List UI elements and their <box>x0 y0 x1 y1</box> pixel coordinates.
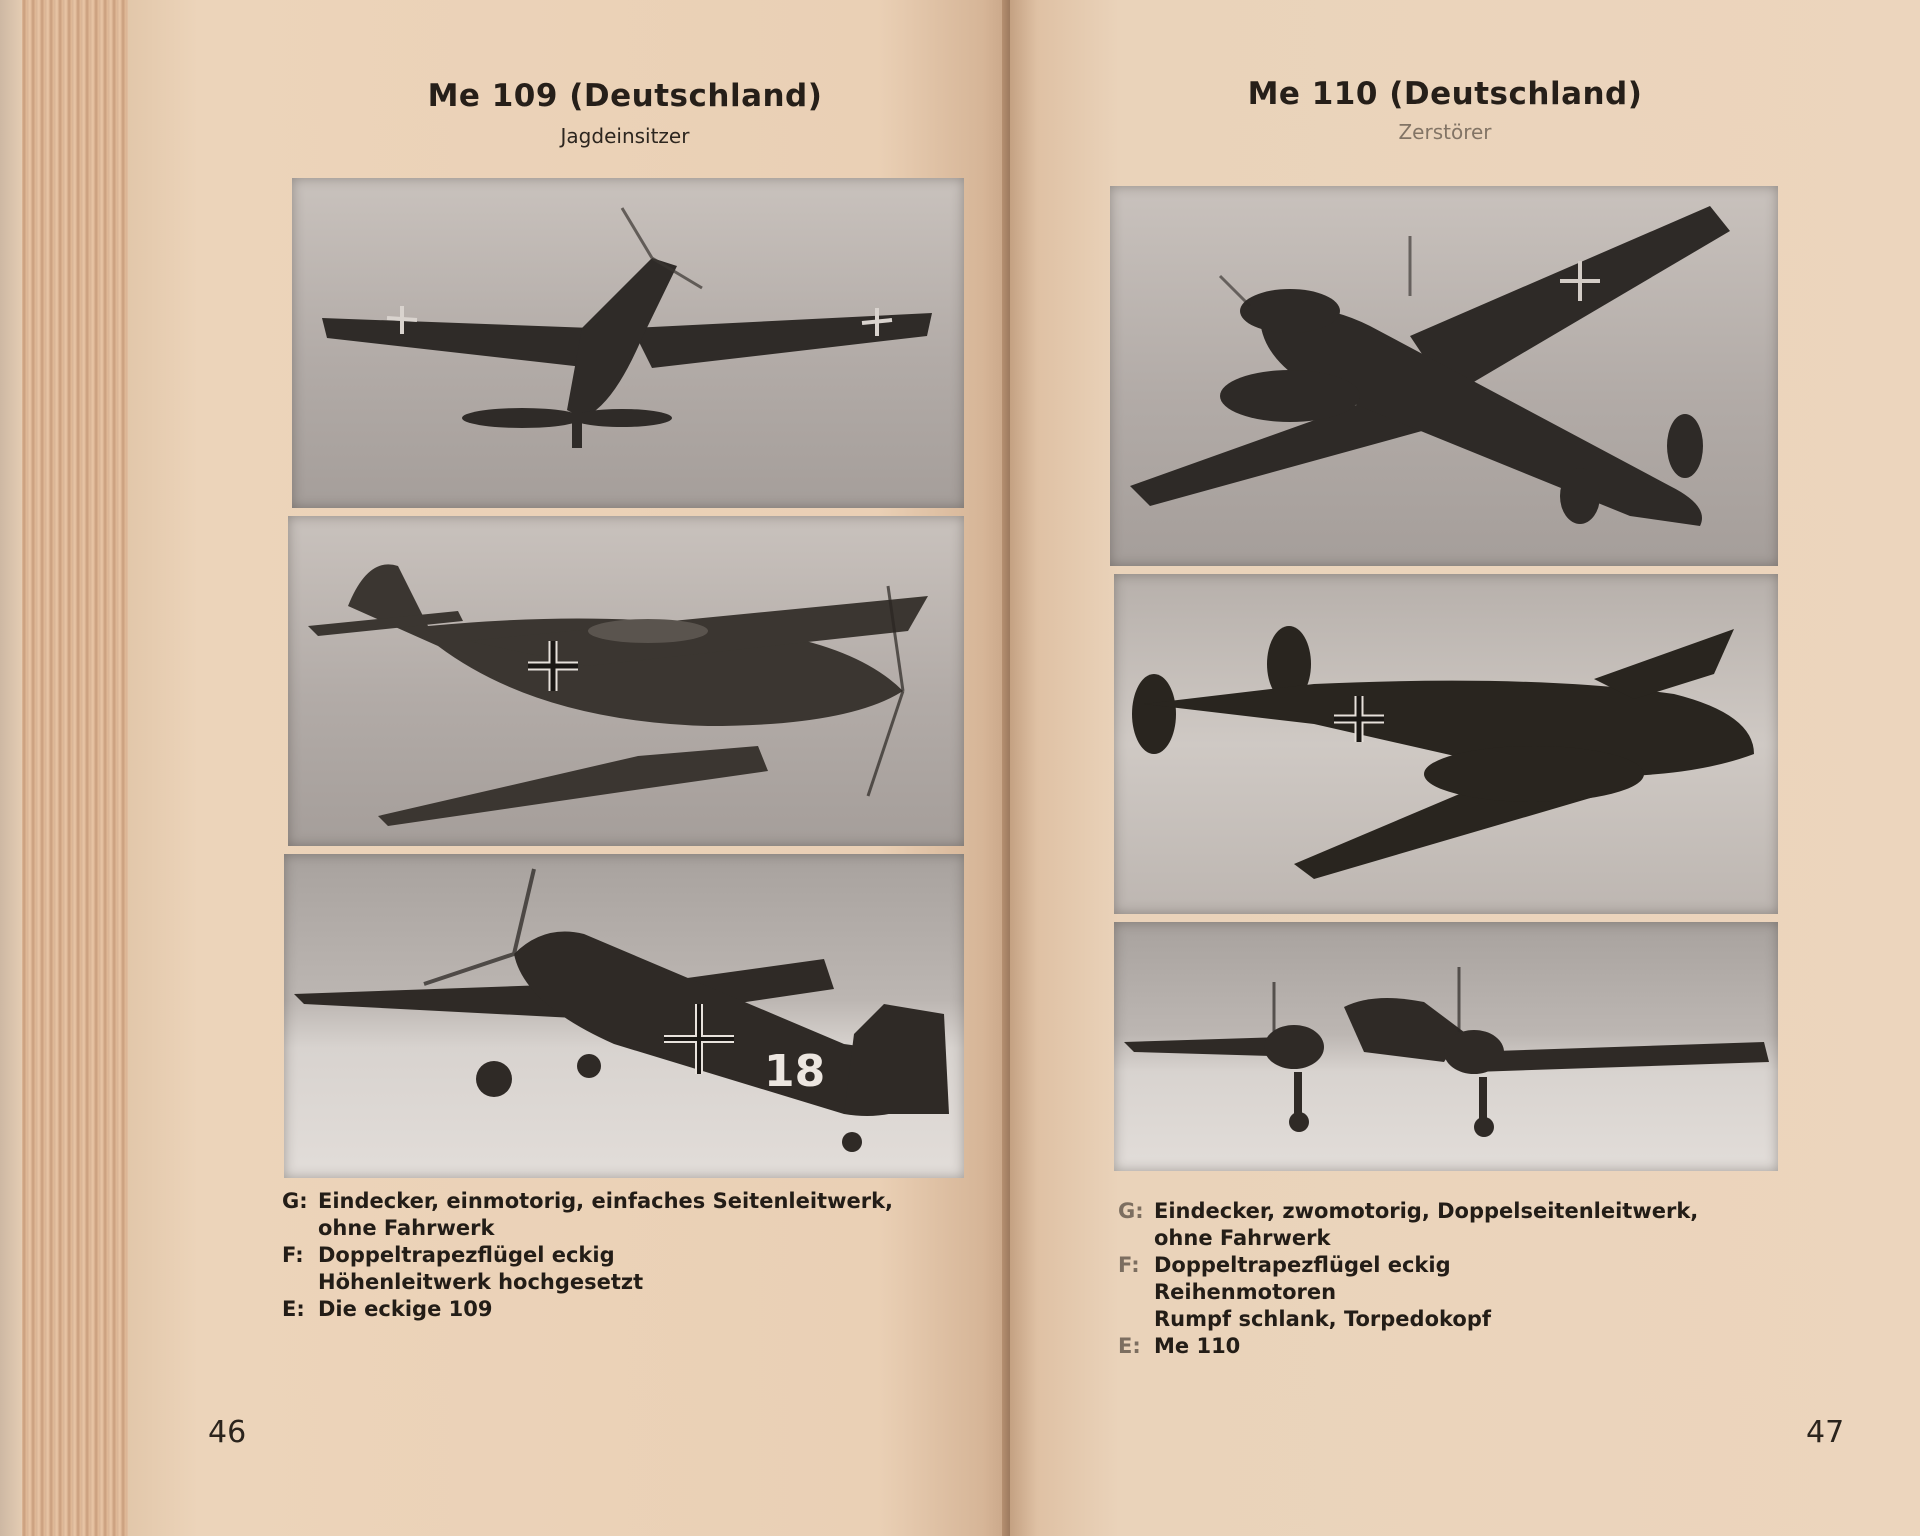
spec-key: G: <box>282 1189 308 1213</box>
spec-key: F: <box>282 1243 304 1267</box>
spec-row-e <box>1118 1333 1758 1360</box>
photo-me110-side <box>1114 574 1778 914</box>
book-page-edges <box>0 0 135 1536</box>
left-photo-panel <box>288 178 968 1178</box>
right-page-number: 47 <box>1806 1415 1845 1450</box>
aircraft-marking-number: 18 <box>764 1046 826 1097</box>
spec-line: Eindecker, zwomotorig, Doppelseitenleitwerk, <box>1154 1199 1699 1223</box>
spec-line: Rumpf schlank, Torpedokopf <box>1154 1307 1492 1331</box>
aircraft-me109-side-illustration <box>288 516 964 846</box>
photo-me110-flight-below <box>1110 186 1778 566</box>
spec-key: G: <box>1118 1199 1144 1223</box>
left-page-number: 46 <box>208 1415 247 1450</box>
photo-me110-ground <box>1114 922 1778 1171</box>
aircraft-me110-side-illustration <box>1114 574 1778 914</box>
left-page-specs <box>282 1188 922 1323</box>
spec-line: Doppeltrapezflügel eckig <box>1154 1253 1451 1277</box>
spec-row-g <box>282 1188 922 1242</box>
spec-line: ohne Fahrwerk <box>318 1216 495 1240</box>
photo-me109-ground <box>284 854 964 1178</box>
spec-row-f <box>282 1242 922 1296</box>
right-photo-panel <box>1110 186 1780 1171</box>
aircraft-me109-ground-illustration <box>284 854 964 1178</box>
aircraft-me110-below-illustration <box>1110 186 1778 566</box>
aircraft-me110-ground-illustration <box>1114 922 1778 1171</box>
spec-row-f <box>1118 1252 1758 1333</box>
spec-line: Me 110 <box>1154 1334 1241 1358</box>
spec-line: Reihenmotoren <box>1154 1280 1337 1304</box>
spec-key: E: <box>282 1297 305 1321</box>
spec-row-g <box>1118 1198 1758 1252</box>
aircraft-me109-below-illustration <box>292 178 964 508</box>
left-page-title: Me 109 (Deutschland) <box>427 78 823 114</box>
photo-me109-side <box>288 516 964 846</box>
photo-me109-flight-below <box>292 178 964 508</box>
spec-line: Eindecker, einmotorig, einfaches Seitenleitwerk, <box>318 1189 894 1213</box>
spec-line: Die eckige 109 <box>318 1297 493 1321</box>
spec-line: ohne Fahrwerk <box>1154 1226 1331 1250</box>
left-page-subtitle: Jagdeinsitzer <box>560 124 690 148</box>
spec-line: Doppeltrapezflügel eckig <box>318 1243 615 1267</box>
spec-key: F: <box>1118 1253 1140 1277</box>
right-page-specs <box>1118 1198 1758 1360</box>
right-page-subtitle: Zerstörer <box>1398 120 1492 144</box>
spec-line: Höhenleitwerk hochgesetzt <box>318 1270 644 1294</box>
spec-row-e <box>282 1296 922 1323</box>
right-page-title: Me 110 (Deutschland) <box>1247 76 1643 112</box>
spec-key: E: <box>1118 1334 1141 1358</box>
